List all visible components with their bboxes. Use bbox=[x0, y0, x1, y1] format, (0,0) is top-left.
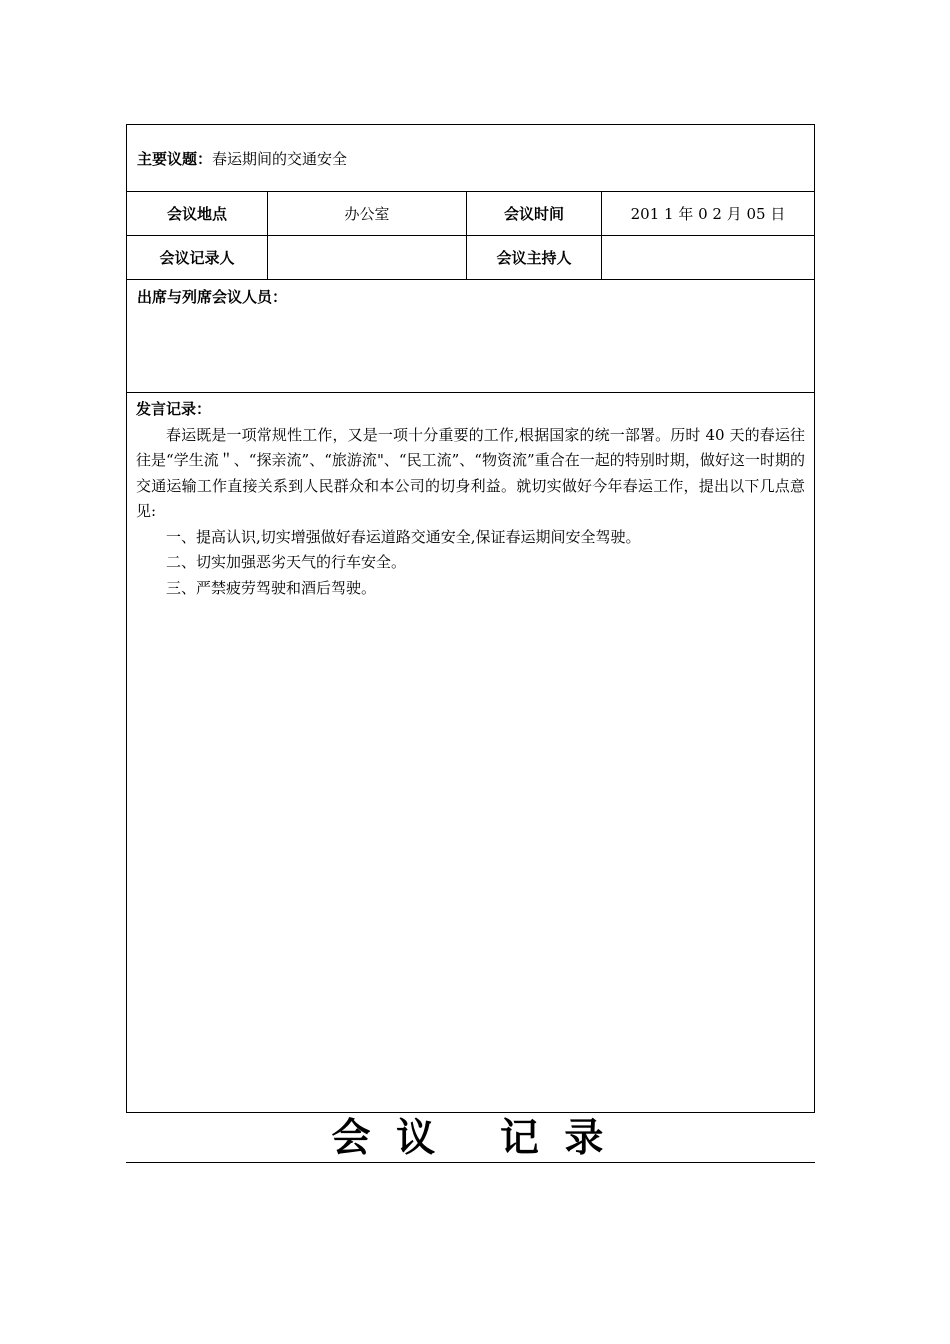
recorder-value bbox=[268, 236, 467, 279]
recorder-label: 会议记录人 bbox=[127, 236, 268, 279]
location-label: 会议地点 bbox=[127, 192, 268, 235]
time-value: 201 1 年 0 2 月 05 日 bbox=[630, 205, 786, 223]
speech-label: 发言记录： bbox=[136, 400, 212, 418]
recorder-host-row bbox=[127, 236, 814, 280]
document-title: 会 议 记 录 bbox=[126, 1113, 815, 1163]
host-label: 会议主持人 bbox=[467, 236, 602, 279]
topic-value: 春运期间的交通安全 bbox=[212, 149, 348, 168]
location-time-row bbox=[127, 192, 814, 236]
topic-row bbox=[127, 125, 814, 192]
speech-item-2: 二、切实加强恶劣天气的行车安全。 bbox=[166, 553, 407, 571]
host-value bbox=[602, 236, 814, 279]
topic-label: 主要议题： bbox=[137, 149, 213, 168]
speech-section bbox=[127, 393, 814, 1112]
time-label: 会议时间 bbox=[467, 192, 602, 235]
attendees-label: 出席与列席会议人员： bbox=[137, 288, 288, 306]
location-value: 办公室 bbox=[268, 192, 467, 235]
speech-paragraph: 春运既是一项常规性工作，又是一项十分重要的工作,根据国家的统一部署。历时 40 天的春运往往是“学生流＂、“探亲流”、“旅游流"、“民工流”、“物资流”重合在一起的特别时期，做好这一时期的交通运输工作直接关系到人民群众和本公司的切身利益。就切实做好今年春运工作，提出以下几点意见: bbox=[136, 425, 805, 520]
attendees-section bbox=[127, 280, 814, 393]
speech-item-3: 三、严禁疲劳驾驶和酒后驾驶。 bbox=[166, 578, 377, 597]
speech-item-1: 一、提高认识,切实增强做好春运道路交通安全,保证春运期间安全驾驶。 bbox=[166, 527, 641, 546]
meeting-record-table bbox=[126, 124, 815, 1113]
